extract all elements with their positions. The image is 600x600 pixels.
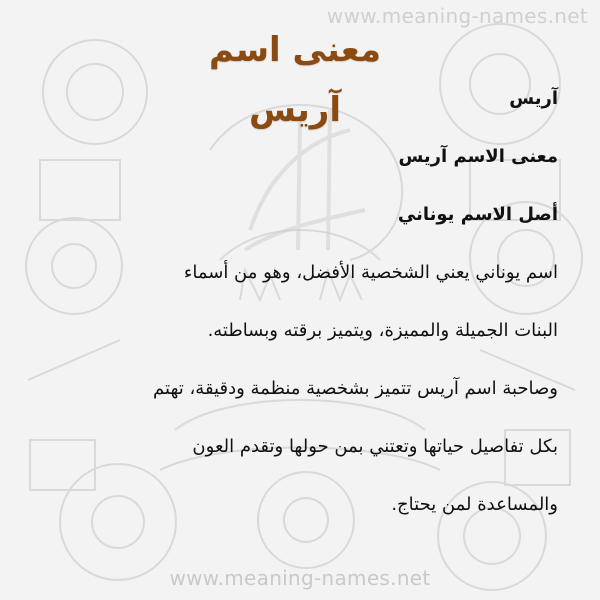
meaning-heading: معنى الاسم آريس bbox=[398, 146, 558, 167]
meaning-content bbox=[38, 70, 558, 534]
site-watermark-top: www.meaning-names.net bbox=[326, 4, 588, 28]
page-title: معنى اسم آريس bbox=[208, 30, 382, 130]
title-bar bbox=[0, 10, 600, 130]
name-line: آريس bbox=[509, 88, 558, 109]
description-line-4: بكل تفاصيل حياتها وتعتني بمن حولها وتقدم العون bbox=[192, 436, 558, 457]
description-line-1: اسم يوناني يعني الشخصية الأفضل، وهو من أسماء bbox=[183, 262, 558, 283]
origin-line: أصل الاسم يوناني bbox=[397, 204, 558, 225]
description-line-2: البنات الجميلة والمميزة، ويتميز برقته وبساطته. bbox=[207, 320, 558, 341]
site-watermark-bottom: www.meaning-names.net bbox=[169, 566, 431, 590]
description-line-3: وصاحبة اسم آريس تتميز بشخصية منظمة ودقيقة، تهتم bbox=[153, 378, 558, 399]
description-line-5: والمساعدة لمن يحتاج. bbox=[391, 494, 558, 515]
